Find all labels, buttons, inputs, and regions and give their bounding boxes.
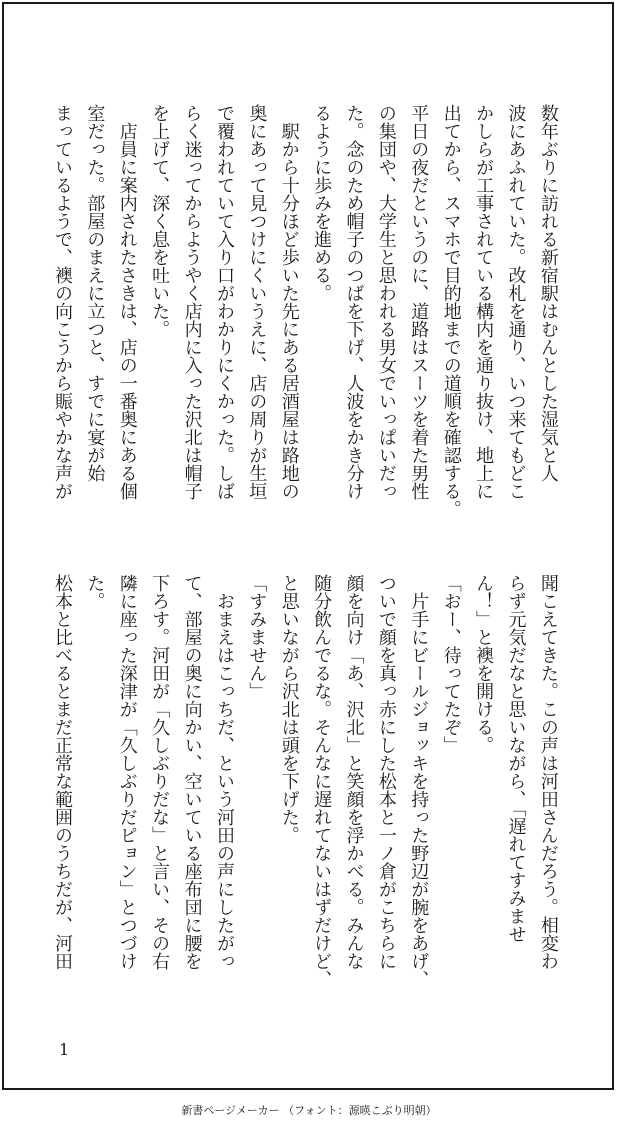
- text-block-upper: [50, 104, 560, 560]
- text-column: 「すみません」: [246, 574, 268, 700]
- text-column: ついで顔を真っ赤にした松本と一ノ倉がこちらに: [375, 574, 397, 970]
- text-column: た。念のため帽子のつばを下げ、人波をかき分け: [343, 104, 365, 500]
- text-column: た。: [84, 574, 106, 610]
- text-column: らく迷ってからようやく店内に入った沢北は帽子: [181, 104, 203, 500]
- text-block-lower: [50, 574, 560, 1030]
- text-column: 顔を向け「あ、沢北」と笑顔を浮かべる。みんな: [343, 574, 365, 970]
- text-column: かしらが工事されている構内を通り抜け、地上に: [473, 104, 495, 500]
- text-column: 駅から十分ほど歩いた先にある居酒屋は路地の: [278, 122, 300, 500]
- text-column: まっているようで、襖の向こうから賑やかな声が: [52, 104, 73, 500]
- text-column: 片手にビールジョッキを持った野辺が腕をあげ、: [408, 592, 430, 988]
- text-column: 店員に案内されたさきは、店の一番奥にある個: [116, 122, 138, 500]
- text-column: を上げて、深く息を吐いた。: [149, 104, 171, 338]
- footer-label: 新書ページメーカー （フォント：源暎こぶり明朝）: [181, 1104, 437, 1117]
- text-column: 数年ぶりに訪れる新宿駅はむんとした湿気と人: [537, 104, 559, 482]
- page-number: 1: [59, 1040, 70, 1059]
- text-column: 室だった。部屋のまえに立つと、すでに宴が始: [84, 104, 106, 482]
- text-column: と思いながら沢北は頭を下げた。: [278, 574, 300, 844]
- text-column: 隣に座った深津が「久しぶりだピョン」とつづけ: [116, 574, 138, 970]
- text-column: おまえはこっちだ、という河田の声にしたがっ: [213, 592, 235, 970]
- text-column: て、部屋の奥に向かい、空いている座布団に腰を: [181, 574, 203, 970]
- page-frame: [2, 2, 614, 1090]
- text-column: ん！」と襖を開ける。: [473, 574, 495, 754]
- text-column: 下ろす。河田が「久しぶりだな」と言い、その右: [149, 574, 171, 970]
- text-column: 平日の夜だというのに、道路はスーツを着た男性: [408, 104, 430, 500]
- text-column: 波にあふれていた。改札を通り、いつ来てもどこ: [505, 104, 527, 500]
- text-column: 聞こえてきた。この声は河田さんだろう。相変わ: [537, 574, 559, 970]
- text-column: で覆われていて入り口がわかりにくかった。しば: [213, 104, 235, 500]
- text-column: 「おー、待ってたぞ」: [440, 574, 462, 754]
- text-column: 奥にあって見つけにくいうえに、店の周りが生垣: [246, 104, 268, 500]
- text-column: 出てから、スマホで目的地までの道順を確認する。: [440, 104, 462, 518]
- text-column: の集団や、大学生と思われる男女でいっぱいだっ: [375, 104, 397, 500]
- text-column: 松本と比べるとまだ正常な範囲のうちだが、河田: [52, 574, 73, 970]
- text-column: 随分飲んでるな。そんなに遅れてないはずだけど、: [311, 574, 333, 988]
- text-column: らず元気だなと思いながら、「遅れてすみませ: [505, 574, 527, 943]
- text-column: るように歩みを進める。: [311, 104, 333, 302]
